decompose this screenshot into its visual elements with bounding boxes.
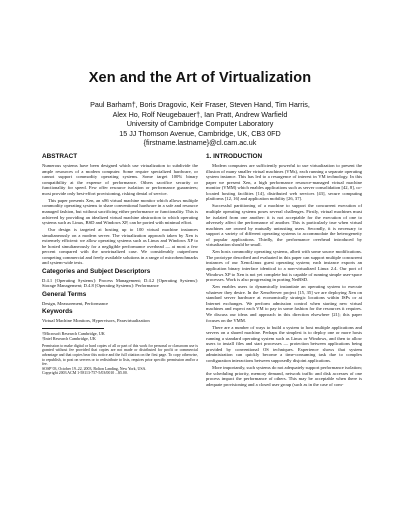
email-line: {firstname.lastname}@cl.cam.ac.uk [143, 138, 257, 148]
author-block [0, 100, 400, 148]
intro-paragraph-3: Xen hosts commodity operating systems, albeit with some source modifications. The prototype described and evaluated in this paper can support multiple concurrent instances of our XenoLinux guest operating system; each instance exports an application binary interface identical to a non-virtualized Linux 2.4. Our port of Windows XP to Xen is not yet complete but is capable of running simple user-space processes. Work is also progressing in porting NetBSD. [206, 249, 362, 283]
author-line-2: Alex Ho, Rolf Neugebauer†, Ian Pratt, Andrew Warfield [112, 109, 288, 119]
permission-notice: Permission to make digital or hard copies of all or part of this work for personal or classroom use is granted without fee provided that copies are not made or distributed for profit or commercial advantage and that copies bear this notice and the full citation on the first page. To copy otherwise, to republish, to post on servers or to redistribute to lists, requires prior specific permission and/or a fee. [42, 343, 198, 367]
conference-line: SOSP’03, October 19–22, 2003, Bolton Landing, New York, USA. [42, 366, 147, 371]
general-terms-heading: General Terms [42, 290, 87, 298]
copyright-block [42, 344, 198, 376]
right-column [206, 153, 362, 389]
intro-paragraph-4: Xen enables users to dynamically instantiate an operating system to execute whatever they desire. In the XenoServer project [15, 35] we are deploying Xen on standard server hardware at economically strategic locations within ISPs or at Internet exchanges. We perform admission control when starting new virtual machines and expect each VM to pay in some fashion for the resources it requires. We discuss our ideas and approach in this direction elsewhere [21]; this paper focuses on the VMM. [206, 284, 362, 323]
footnote-1: †Microsoft Research Cambridge, UK [42, 330, 105, 336]
left-column [42, 153, 198, 376]
paper-title: Xen and the Art of Virtualization [88, 70, 312, 86]
author-line-1: Paul Barham†, Boris Dragovic, Keir Fraser, Steven Hand, Tim Harris, [90, 100, 310, 109]
keywords-text: Virtual Machine Monitors, Hypervisors, Paravirtualization [42, 318, 150, 324]
categories-text: D.4.1 [Operating Systems]: Process Management; D.4.2 [Operating Systems]: Storage Management; D.4.8 [Operating Systems]: Performance [42, 277, 198, 289]
footnote-2: †Intel Research Cambridge, UK [42, 335, 96, 341]
footnote-rule [42, 328, 104, 329]
intro-paragraph-2: Successful partitioning of a machine to support the concurrent execution of multiple operating systems poses several challenges. Firstly, virtual machines must be isolated from one another: it is not acceptable for the execution of one to adversely affect the performance of another. This is particularly true when virtual machines are owned by mutually untrusting users. Secondly, it is necessary to support a variety of different operating systems to accommodate the heterogeneity of popular applications. Thirdly, the performance overhead introduced by virtualization should be small. [206, 203, 362, 248]
affiliation-line-1: University of Cambridge Computer Laboratory [126, 119, 274, 129]
copyright-line: Copyright 2003 ACM 1-58113-757-5/03/0010 ...$5.00. [42, 371, 128, 376]
affiliation-line-2: 15 JJ Thomson Avenue, Cambridge, UK, CB3 0FD [119, 128, 281, 138]
intro-paragraph-5: There are a number of ways to build a system to host multiple applications and servers on a shared machine. Perhaps the simplest is to deploy one or more hosts running a standard operating system such as Linux or Windows, and then to allow users to install files and start processes — protection between applications being provided by conventional OS techniques. Experience shows that system administration can quickly become a time-consuming task due to complex configuration interactions between supposedly disjoint applications. [206, 324, 362, 363]
intro-paragraph-6: More importantly, such systems do not adequately support performance isolation; the scheduling priority, memory demand, network traffic and disk accesses of one process impact the performance of others. This may be acceptable when there is adequate provisioning and a closed user group (such as in the case of com- [206, 365, 362, 387]
abstract-paragraph-2: This paper presents Xen, an x86 virtual machine monitor which allows multiple commodity operating systems to share conventional hardware in a safe and resource managed fashion, but without sacrificing either performance or functionality. This is achieved by providing an idealized virtual machine abstraction to which operating systems such as Linux, BSD and Windows XP, can be ported with minimal effort. [42, 197, 198, 226]
categories-heading: Categories and Subject Descriptors [42, 267, 151, 275]
abstract-paragraph-3: Our design is targeted at hosting up to 100 virtual machine instances simultaneously on a modern server. The virtualization approach taken by Xen is extremely efficient: we allow operating systems such as Linux and Windows XP to be hosted simultaneously for a negligible performance overhead — at most a few percent compared with the unvirtualized case. We considerably outperform competing commercial and freely available solutions in a range of microbenchmarks and system-wide tests. [42, 227, 198, 266]
introduction-heading: 1. INTRODUCTION [206, 153, 263, 160]
abstract-paragraph-1: Numerous systems have been designed which use virtualization to subdivide the ample resources of a modern computer. Some require specialized hardware, or cannot support commodity operating systems. Some target 100% binary compatibility at the expense of performance. Others sacrifice security or functionality for speed. Few offer resource isolation or performance guarantees; most provide only best-effort provisioning, risking denial of service. [42, 163, 198, 196]
general-terms-text: Design, Measurement, Performance [42, 300, 109, 306]
keywords-heading: Keywords [42, 308, 73, 316]
abstract-heading: ABSTRACT [42, 153, 78, 160]
intro-paragraph-1: Modern computers are sufficiently powerful to use virtualization to present the illusion of many smaller virtual machines (VMs), each running a separate operating system instance. This has led to a resurgence of interest in VM technology. In this paper we present Xen, a high performance resource-managed virtual machine monitor (VMM) which enables applications such as server consolidation [42, 8], co-located hosting facilities [14], distributed web services [43], secure computing platforms [12, 16] and application mobility [26, 37]. [206, 163, 362, 202]
